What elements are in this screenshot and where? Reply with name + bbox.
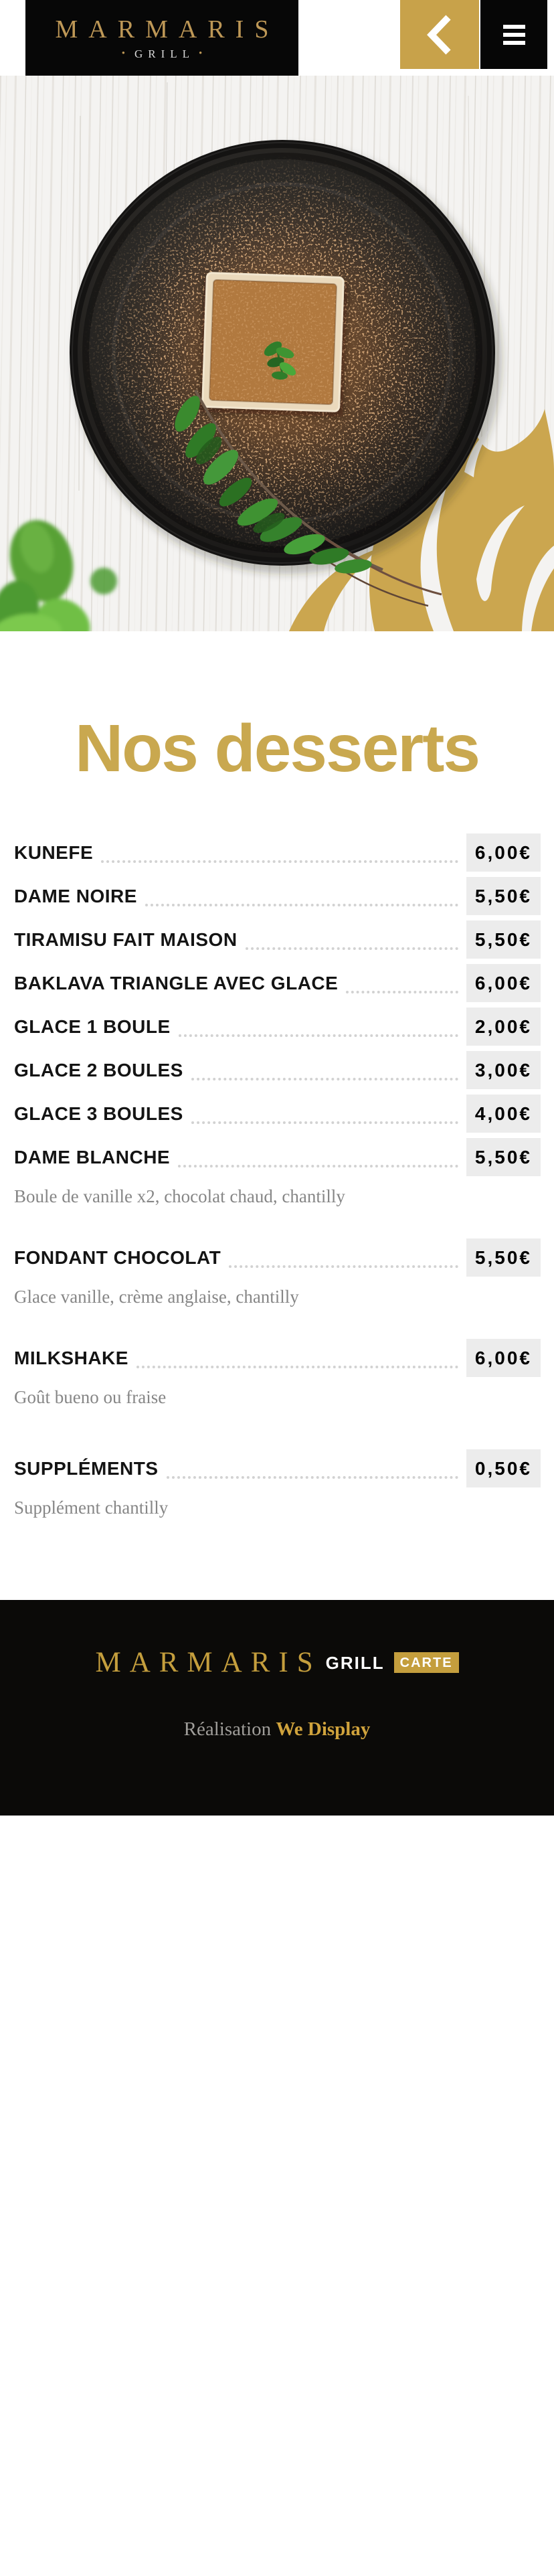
menu-item-label: GLACE 2 BOULES xyxy=(14,1059,183,1080)
menu-item xyxy=(14,1138,541,1208)
menu-item-price: 0,50€ xyxy=(466,1449,541,1487)
footer-brand-suffix: GRILL xyxy=(325,1652,385,1673)
menu-item-price: 6,00€ xyxy=(466,964,541,1002)
menu-item-row xyxy=(14,1008,541,1046)
brand-subtitle xyxy=(122,48,208,60)
menu-item xyxy=(14,1449,541,1520)
menu-item-label: BAKLAVA TRIANGLE AVEC GLACE xyxy=(14,972,339,993)
menu-item-price: 3,00€ xyxy=(466,1051,541,1089)
menu-item xyxy=(14,1339,541,1409)
menu-button[interactable] xyxy=(480,0,547,69)
menu-item-description: Boule de vanille x2, chocolat chaud, chantilly xyxy=(14,1186,345,1206)
menu-item xyxy=(14,833,541,872)
menu-item-row xyxy=(14,1051,541,1089)
menu-item-label: DAME BLANCHE xyxy=(14,1146,171,1168)
menu-item-price: 6,00€ xyxy=(466,833,541,872)
menu-item-price: 6,00€ xyxy=(466,1339,541,1377)
menu-item-row xyxy=(14,920,541,959)
menu-item xyxy=(14,877,541,915)
menu-item-label: GLACE 1 BOULE xyxy=(14,1016,171,1037)
menu-item-price: 5,50€ xyxy=(466,877,541,915)
menu-item-price: 5,50€ xyxy=(466,1138,541,1176)
menu-item-label: TIRAMISU FAIT MAISON xyxy=(14,929,238,950)
dotted-leader xyxy=(136,1366,458,1368)
menu-item-price: 5,50€ xyxy=(466,1238,541,1277)
dotted-leader xyxy=(229,1265,458,1268)
dotted-leader xyxy=(346,991,458,993)
menu-item xyxy=(14,964,541,1002)
menu-item-price: 4,00€ xyxy=(466,1095,541,1133)
brand-sub-label: GRILL xyxy=(134,47,195,60)
brand-bullet-left: • xyxy=(121,48,130,59)
dotted-leader xyxy=(191,1078,458,1080)
menu-item-row xyxy=(14,1449,541,1487)
header-logo[interactable] xyxy=(25,0,298,76)
dotted-leader xyxy=(179,1034,458,1037)
menu-item-price: 2,00€ xyxy=(466,1008,541,1046)
menu-item-label: GLACE 3 BOULES xyxy=(14,1103,183,1124)
menu-item-row xyxy=(14,1339,541,1377)
chevron-left-icon xyxy=(426,14,453,56)
menu-item-row xyxy=(14,833,541,872)
footer xyxy=(0,1600,554,1816)
footer-brand-name: MARMARIS xyxy=(95,1647,322,1678)
menu-item xyxy=(14,1238,541,1309)
dotted-leader xyxy=(167,1476,458,1479)
brand-bullet-right: • xyxy=(199,48,208,59)
hamburger-icon xyxy=(503,25,525,45)
menu-item-description: Goût bueno ou fraise xyxy=(14,1387,167,1407)
menu-item-row xyxy=(14,877,541,915)
header xyxy=(0,0,554,76)
dotted-leader xyxy=(178,1165,458,1168)
dotted-leader xyxy=(191,1121,458,1124)
menu-item-row xyxy=(14,1138,541,1176)
menu-list xyxy=(0,833,554,1550)
footer-carte-badge: CARTE xyxy=(394,1652,459,1673)
credit-prefix: Réalisation xyxy=(183,1718,272,1740)
back-button[interactable] xyxy=(400,0,479,69)
menu-item-label: MILKSHAKE xyxy=(14,1347,128,1368)
menu-item-label: FONDANT CHOCOLAT xyxy=(14,1246,221,1268)
dotted-leader xyxy=(101,860,458,863)
menu-item xyxy=(14,920,541,959)
menu-item-description: Supplément chantilly xyxy=(14,1498,169,1518)
menu-item-row xyxy=(14,1095,541,1133)
hero-photo xyxy=(0,76,554,631)
brand-name: MARMARIS xyxy=(55,15,280,44)
menu-item-price: 5,50€ xyxy=(466,920,541,959)
menu-item-row xyxy=(14,1238,541,1277)
page-title: Nos desserts xyxy=(74,711,480,786)
credit-link[interactable]: We Display xyxy=(276,1718,371,1740)
menu-item-description: Glace vanille, crème anglaise, chantilly xyxy=(14,1287,299,1307)
menu-item xyxy=(14,1008,541,1046)
footer-logo xyxy=(95,1648,458,1677)
menu-item xyxy=(14,1095,541,1133)
footer-credit xyxy=(184,1718,371,1741)
menu-item-label: KUNEFE xyxy=(14,841,94,863)
menu-item-label: DAME NOIRE xyxy=(14,885,137,906)
menu-item xyxy=(14,1051,541,1089)
dotted-leader xyxy=(145,904,458,906)
menu-item-label: SUPPLÉMENTS xyxy=(14,1457,159,1479)
menu-item-row xyxy=(14,964,541,1002)
dotted-leader xyxy=(246,947,458,950)
